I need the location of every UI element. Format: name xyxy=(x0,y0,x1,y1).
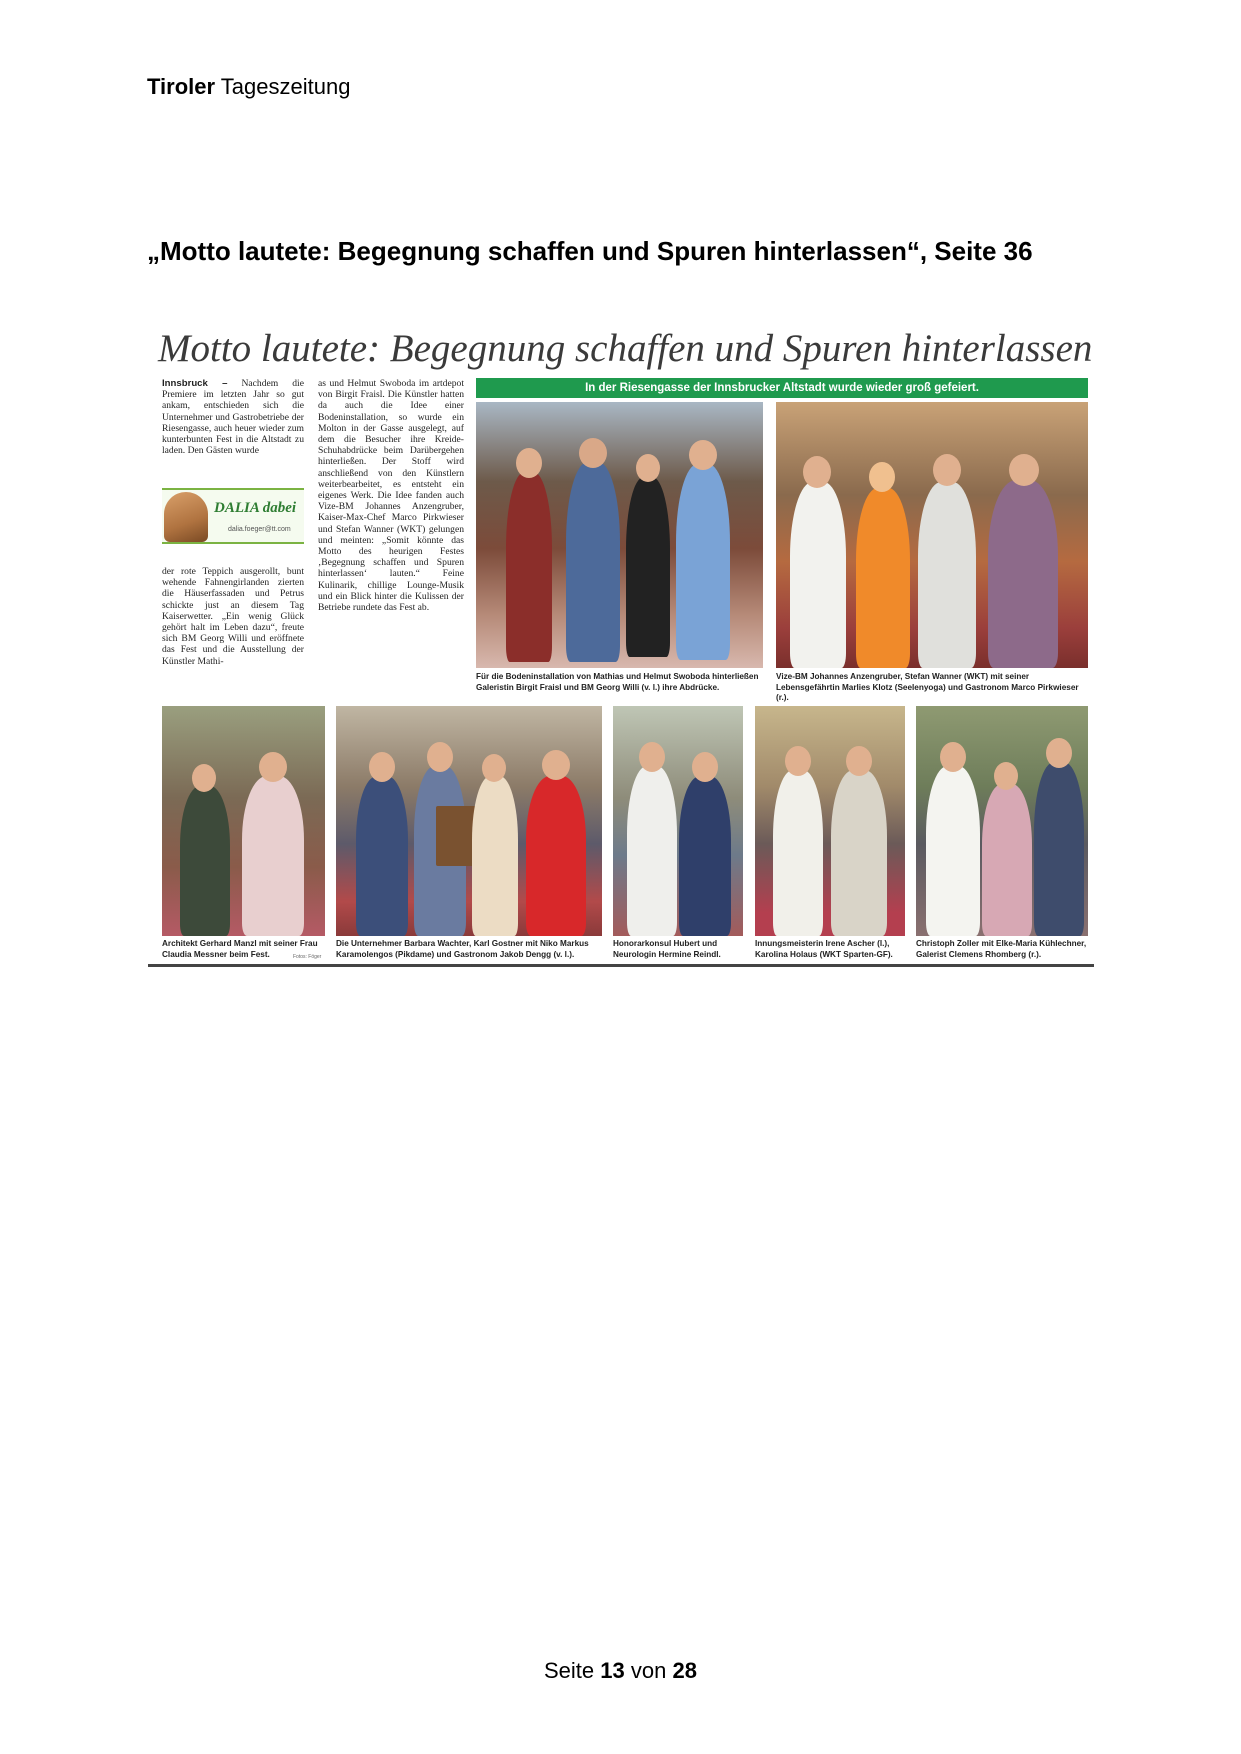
photo-floor-installation xyxy=(476,402,763,668)
clipping-bottom-rule xyxy=(148,964,1094,967)
newspaper-clipping xyxy=(148,318,1094,970)
dalia-dabei-box xyxy=(162,488,304,544)
caption-4: Die Unternehmer Barbara Wachter, Karl Gostner mit Niko Markus Karamolengos (Pikdame) und Gastronom Jakob Dengg (v. l.). xyxy=(336,939,589,959)
article-column-2: as und Helmut Swoboda im artdepot von Birgit Fraisl. Die Künstler hatten da auch die Idee einer Bodeninstallation, so wurde ein Molton in der Gasse ausgelegt, auf dem die Besucher ihre Kreide-Schuhabdrücke beim Darübergehen hinterließen. Der Stoff wird anschließend von den Künstlern weiterbearbeitet, es entsteht ein eigenes Werk. Die Idee fanden auch Vize-BM Johannes Anzengruber, Kaiser-Max-Chef Marco Pirkwieser und Stefan Wanner (WKT) gelungen und meinten: „Somit könnte das Motto des heurigen Festes ‚Begegnung schaffen und Spuren hinterlassen‘ lauten.“ Feine Kulinarik, chillige Lounge-Musik und ein Blick hinter die Kulissen der Betriebe rundete das Fest ab. xyxy=(318,378,464,614)
caption-2: Vize-BM Johannes Anzengruber, Stefan Wanner (WKT) mit seiner Lebensgefährtin Marlies Klotz (Seelenyoga) und Gastronom Marco Pirkwieser (r.). xyxy=(776,672,1079,702)
brand-bold: Tiroler xyxy=(147,74,216,99)
footer-middle: von xyxy=(630,1658,667,1683)
article-column-1-bottom: der rote Teppich ausgerollt, bunt wehende Fahnengirlanden zierten die Häuserfassaden und Petrus schickte just an diesem Tag Kaiserwetter. „Ein wenig Glück gehört halt im Leben dazu“, freute sich BM Georg Willi und eröffnete das Fest und die Ausstellung der Künstler Mathi- xyxy=(162,566,304,667)
photo-architect-couple xyxy=(162,706,325,936)
dalia-email: dalia.foeger@tt.com xyxy=(228,526,291,533)
caption-7: Christoph Zoller mit Elke-Maria Kühlechner, Galerist Clemens Rhomberg (r.). xyxy=(916,939,1087,959)
page-footer xyxy=(0,1658,1241,1684)
document-title: „Motto lautete: Begegnung schaffen und Spuren hinterlassen“, Seite 36 xyxy=(147,236,1033,266)
photo-gallerist xyxy=(916,706,1088,936)
photo-honorary-consul xyxy=(613,706,743,936)
footer-total-pages: 28 xyxy=(672,1658,697,1683)
photo-entrepreneurs xyxy=(336,706,602,936)
caption-1: Für die Bodeninstallation von Mathias und Helmut Swoboda hinterließen Galeristin Birgit Fraisl und BM Georg Willi (v. l.) ihre Abdrücke. xyxy=(476,672,759,692)
photo-credit: Fotos: Föger xyxy=(293,954,322,960)
columnist-portrait xyxy=(164,492,208,542)
newspaper-header xyxy=(147,74,350,100)
photo-banner: In der Riesengasse der Innsbrucker Altstadt wurde wieder groß gefeiert. xyxy=(476,378,1088,398)
photo-vize-bm-group xyxy=(776,402,1088,668)
caption-3-text: Architekt Gerhard Manzl mit seiner Frau Claudia Messner beim Fest. xyxy=(162,939,318,959)
lead-place: Innsbruck – xyxy=(162,378,228,389)
article-column-1-top xyxy=(162,378,304,456)
dalia-name: DALIA dabei xyxy=(214,500,297,516)
photo-guild-master xyxy=(755,706,905,936)
caption-5: Honorarkonsul Hubert und Neurologin Hermine Reindl. xyxy=(613,939,721,959)
clipping-headline: Motto lautete: Begegnung schaffen und Spuren hinterlassen xyxy=(158,327,1093,370)
column-1-top-text: Nachdem die Premiere im letzten Jahr so gut ankam, entschieden sich die Unternehmer und Gastrobetriebe der Riesengasse, auch heuer wieder zum kunterbunten Fest in die Altstadt zu laden. Den Gästen wurde xyxy=(162,378,304,457)
footer-prefix: Seite xyxy=(544,1658,595,1683)
footer-page-number: 13 xyxy=(600,1658,625,1683)
brand-rest: Tageszeitung xyxy=(220,74,351,99)
caption-6: Innungsmeisterin Irene Ascher (l.), Karolina Holaus (WKT Sparten-GF). xyxy=(755,939,893,959)
